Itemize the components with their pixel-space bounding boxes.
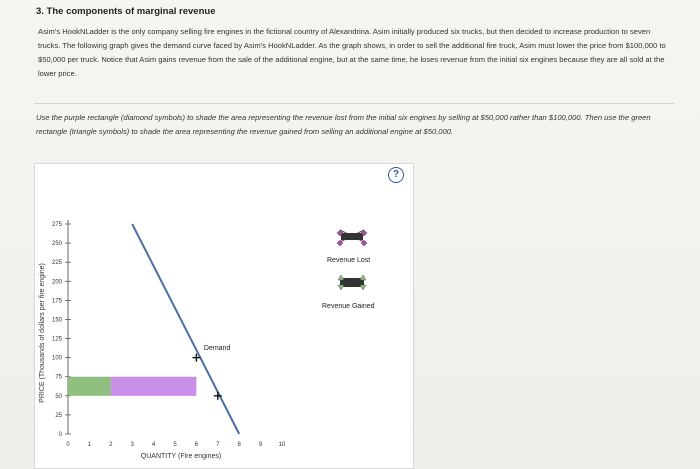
y-tick-label: 50 <box>55 393 62 400</box>
x-tick-label: 2 <box>109 442 113 448</box>
y-tick-label: 150 <box>51 317 62 324</box>
y-tick-label: 200 <box>51 279 62 286</box>
x-tick-label: 3 <box>130 442 134 448</box>
legend-lost-label: Revenue Lost <box>327 257 371 264</box>
legend-gained-triangle <box>360 285 366 290</box>
question-paragraph: Asim's HookNLadder is the only company selling fire engines in the fictional country of Alexandrina. Asim initially produced six trucks, but then decided to increase production to seven trucks. The following graph gives the demand curve faced by Asim's HookNLadder. As the graph shows, in order to sell the additional fire truck, Asim must lower the price from $100,000 to $50,000 per truck. Notice that Asim gains revenue from the sale of the additional engine, but at the same time, he loses revenue from the initial six engines because they are all sold at the lower price. <box>38 27 666 78</box>
x-tick-label: 7 <box>216 442 220 448</box>
question-heading: 3. The components of marginal revenue <box>36 6 216 17</box>
legend-gained-triangle <box>338 275 344 280</box>
x-tick-label: 9 <box>258 442 263 448</box>
x-axis-label: QUANTITY (Fire engines) <box>140 453 222 460</box>
chart-demand <box>132 224 239 434</box>
x-tick-label: 1 <box>87 442 92 448</box>
y-tick-label: 0 <box>58 432 62 438</box>
legend-gained-triangle <box>360 275 366 280</box>
legend-gained-label: Revenue Gained <box>322 303 375 310</box>
y-tick-label: 75 <box>55 374 62 381</box>
x-tick-label: 10 <box>278 442 286 448</box>
shaded-rect <box>68 377 111 396</box>
legend-lost-swatch <box>341 233 363 240</box>
y-tick-label: 275 <box>51 222 62 228</box>
chart-axes <box>39 220 286 460</box>
chart-shaded-areas <box>68 377 196 396</box>
demand-curve <box>132 224 239 434</box>
y-tick-label: 250 <box>51 241 62 248</box>
x-tick-label: 6 <box>194 442 199 448</box>
y-tick-label: 175 <box>51 298 62 305</box>
question-instructions: Use the purple rectangle (diamond symbols) to shade the area representing the revenue lost from the initial six engines by selling at $50,000 rather than $100,000. Then use the green rectangle (triangle symbols) to shade the area representing the revenue gained from selling an additional engine at $50,000. <box>36 113 651 136</box>
x-tick-label: 5 <box>173 442 177 448</box>
x-tick-label: 0 <box>66 442 70 448</box>
help-icon[interactable]: ? <box>388 167 404 183</box>
y-tick-label: 225 <box>51 260 62 267</box>
legend-gained-triangle <box>338 285 344 290</box>
y-tick-label: 100 <box>51 355 62 362</box>
chart-legend <box>322 230 375 310</box>
x-tick-label: 4 <box>151 442 156 448</box>
y-tick-label: 25 <box>55 412 62 419</box>
x-tick-label: 8 <box>237 442 241 448</box>
shaded-rect <box>111 377 197 396</box>
demand-label: Demand <box>203 345 231 352</box>
y-tick-label: 125 <box>51 336 62 343</box>
y-axis-label: PRICE (Thousands of dollars per fire engine) <box>39 263 46 403</box>
